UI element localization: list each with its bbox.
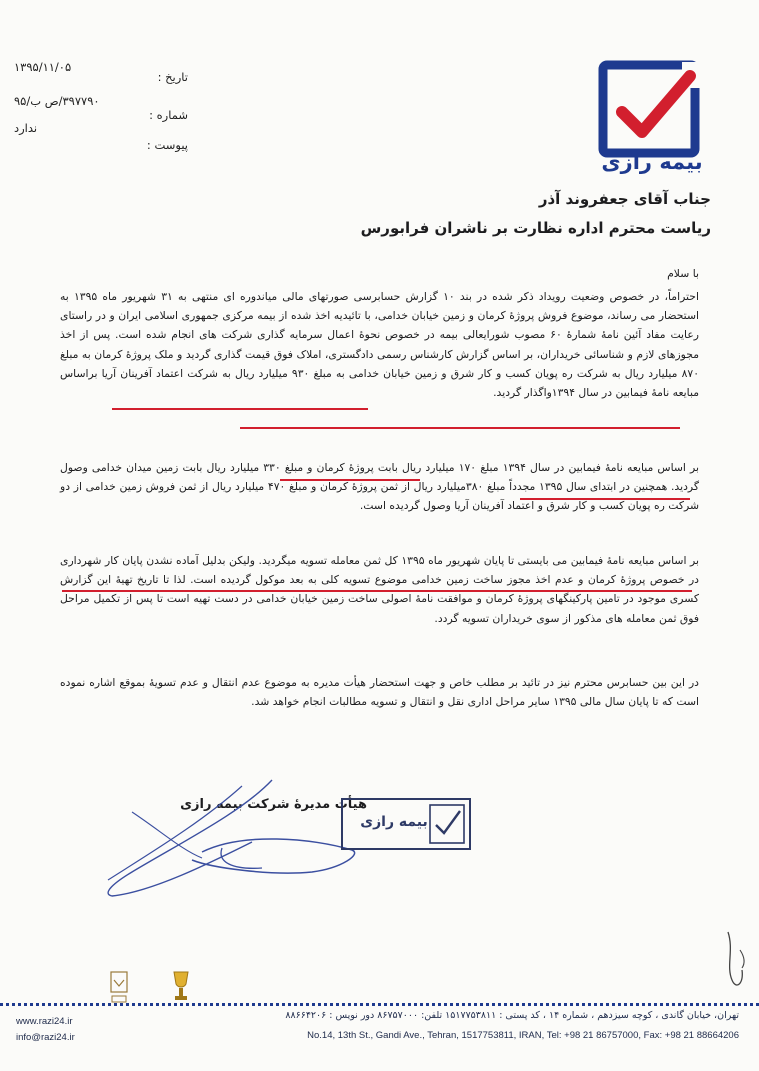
award-badge-icon [108, 970, 130, 1006]
paragraph-1: احتراماً، در خصوص وضعیت رویداد ذکر شده در بند ۱۰ گزارش حسابرسی صورتهای مالی میاندوره ای منتهی به ۳۱ شهریور ماه ۱۳۹۵ به استحضار می رساند، موضوع فروش پروژهٔ کرمان و زمین خیابان خدامی، با تائیدیه اخذ شده از بیمه مرکزی جمهوری اسلامی ایران و در راستای رعایت مفاد آئین نامهٔ شمارهٔ ۶۰ مصوب شورایعالی بیمه در خصوص نحوهٔ اعمال سرمایه گذاری شرکت های انجام شده است. پس از اخذ مجوزهای لازم و شناسائی خریداران، بر اساس گزارش کارشناس رسمی دادگستری، املاک فوق قیمت گذاری گردید و ملک پروژهٔ کرمان به مبلغ ۸۷۰ میلیارد ریال به شرکت ره پویان کسب و کار شرق و زمین خیابان خدامی به مبلغ ۹۳۰ میلیارد ریال به شرکت اعتماد آفرینان آریا براساس مبایعه نامهٔ فیمابین در سال ۱۳۹۴واگذار گردید. [60, 290, 699, 400]
stamp-text: بیمه رازی [360, 814, 428, 830]
date-value: ۱۳۹۵/۱۱/۰۵ [14, 60, 72, 74]
highlight-underline [280, 479, 420, 481]
signatory-title: هیأت مدیرهٔ شرکت بیمه رازی [180, 797, 367, 812]
recipient-name: جناب آقای جعفروند آذر [538, 190, 711, 208]
company-logo-icon [598, 60, 704, 160]
greeting: با سلام [667, 267, 699, 280]
margin-initials [720, 930, 754, 996]
footer-address-persian: تهران، خیابان گاندی ، کوچه سیزدهم ، شماره ۱۴ ، کد پستی : ۱۵۱۷۷۵۳۸۱۱ تلفن: ۸۶۷۵۷۰۰۰ دور نویس : ۸۸۶۶۴۲۰۶ [285, 1010, 739, 1021]
number-label: شماره : [149, 108, 188, 122]
website-link[interactable]: www.razi24.ir [16, 1016, 73, 1027]
attachment-label: پیوست : [146, 138, 188, 152]
footer-address-english: No.14, 13th St., Gandi Ave., Tehran, 1517753811, IRAN, Tel: +98 21 86757000, Fax: +98 21 88664206 [307, 1030, 739, 1041]
attachment-value: ندارد [14, 121, 38, 135]
highlight-underline [520, 498, 690, 500]
trophy-icon [170, 968, 192, 1004]
paragraph-3: بر اساس مبایعه نامهٔ فیمابین می بایستی تا پایان شهریور ماه ۱۳۹۵ کل ثمن معامله تسویه میگردید. ولیکن بدلیل آماده نشدن پایان کار شهرداری در خصوص پروژهٔ کرمان و عدم اخذ مجوز ساخت زمین خدامی موضوع تسویه کلی به بعد موکول گردیده است. لذا تا تاریخ تهیهٔ این گزارش کسری موجود در تامین پارکینگهای پروژهٔ کرمان و موافقت نامهٔ اصولی ساخت زمین خیابان خدامی در دست تهیه است تا پس از تکمیل مراحل فوق ثمن معامله های مذکور از سوی خریداران تسویه گردد. [60, 554, 699, 625]
highlight-underline [240, 427, 680, 429]
paragraph-2: بر اساس مبایعه نامهٔ فیمابین در سال ۱۳۹۴ مبلغ ۱۷۰ میلیارد ریال بابت پروژهٔ کرمان و مبلغ ۳۳۰ میلیارد ریال بابت زمین میدان خدامی وصول گردید. همچنین در ابتدای سال ۱۳۹۵ مجدداً مبلغ ۳۸۰میلیارد ریال از ثمن پروژهٔ کرمان و مبلغ ۴۷۰ میلیارد ریال از ثمن فروش زمین خدامی از دو شرکت ره پویان کسب و کار شرق و اعتماد آفرینان آریا وصول گردیده است. [60, 461, 700, 513]
highlight-underline [112, 408, 368, 410]
recipient-title: ریاست محترم اداره نظارت بر ناشران فرابورس [360, 219, 711, 237]
date-label: تاریخ : [157, 70, 188, 84]
email-link[interactable]: info@razi24.ir [16, 1032, 75, 1043]
highlight-underline [62, 590, 692, 592]
paragraph-4: در این بین حسابرس محترم نیز در تائید بر مطلب خاص و جهت استحضار هیأت مدیره به موضوع عدم انتقال و عدم تسویهٔ بموقع اشاره نموده است که تا پایان سال مالی ۱۳۹۵ سایر مراحل اداری نقل و انتقال و تسویه مطالبات انجام خواهد شد. [60, 676, 699, 709]
letter-number: ۳۹۷۷۹۰/ص ب/۹۵ [14, 94, 100, 108]
company-logo-text: بیمه رازی [601, 150, 703, 174]
